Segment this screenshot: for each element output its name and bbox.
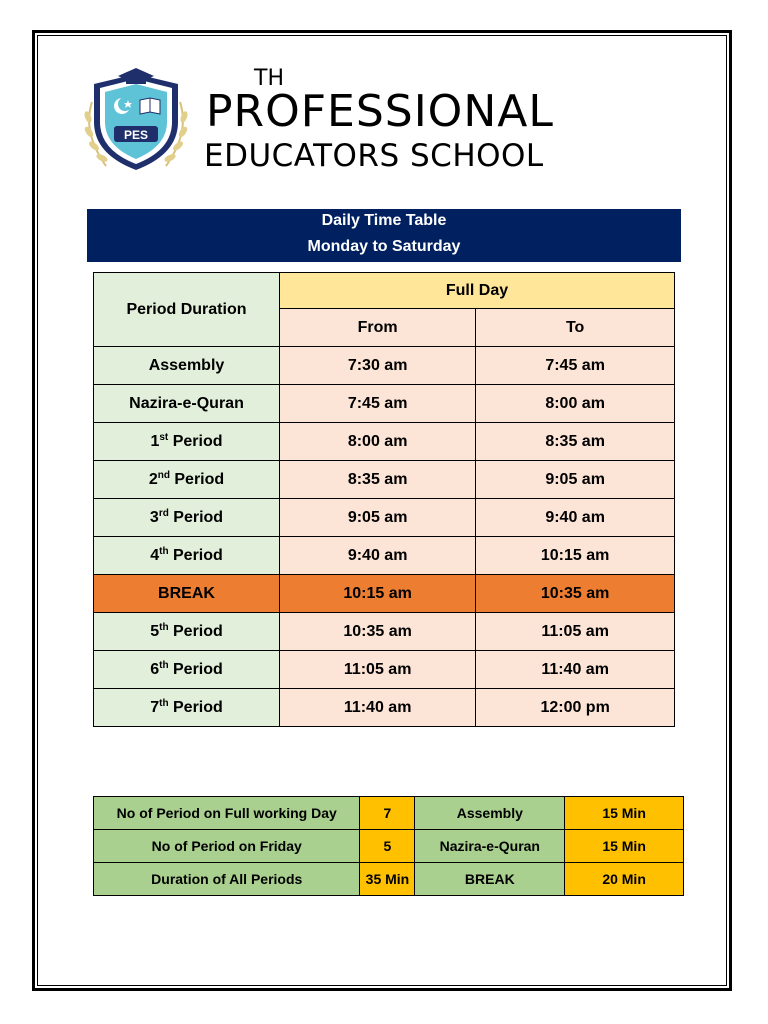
header-full-day: Full Day: [280, 273, 675, 309]
time-to: 9:05 am: [476, 461, 675, 499]
timetable-banner: [87, 209, 681, 262]
timetable: [93, 272, 675, 727]
time-to: 11:05 am: [476, 613, 675, 651]
table-row: [94, 423, 675, 461]
time-to: 9:40 am: [476, 499, 675, 537]
table-row: [94, 689, 675, 727]
header-from: From: [280, 309, 476, 347]
banner-title: Daily Time Table: [321, 212, 447, 229]
summary-duration: 15 Min: [565, 797, 684, 830]
period-name: 5th Period: [94, 613, 280, 651]
school-title-line1: PROFESSIONAL: [206, 86, 554, 137]
summary-row: [94, 830, 684, 863]
time-to: 10:35 am: [476, 575, 675, 613]
table-row: [94, 613, 675, 651]
period-name: Assembly: [94, 347, 280, 385]
summary-table: [93, 796, 684, 896]
table-row: [94, 651, 675, 689]
time-from: 7:30 am: [280, 347, 476, 385]
summary-row: [94, 863, 684, 896]
time-to: 7:45 am: [476, 347, 675, 385]
period-name: 4th Period: [94, 537, 280, 575]
school-logo-icon: [78, 62, 194, 178]
time-from: 10:35 am: [280, 613, 476, 651]
time-to: 8:00 am: [476, 385, 675, 423]
table-row: [94, 575, 675, 613]
time-from: 8:00 am: [280, 423, 476, 461]
summary-value: 7: [360, 797, 415, 830]
summary-label: No of Period on Friday: [94, 830, 360, 863]
time-from: 11:40 am: [280, 689, 476, 727]
period-name: 1st Period: [94, 423, 280, 461]
table-row: [94, 537, 675, 575]
summary-duration: 20 Min: [565, 863, 684, 896]
summary-duration: 15 Min: [565, 830, 684, 863]
time-from: 10:15 am: [280, 575, 476, 613]
time-to: 12:00 pm: [476, 689, 675, 727]
school-title-line2: EDUCATORS SCHOOL: [204, 138, 544, 174]
summary-item: Nazira-e-Quran: [415, 830, 565, 863]
period-name: 2nd Period: [94, 461, 280, 499]
time-from: 8:35 am: [280, 461, 476, 499]
period-name: BREAK: [94, 575, 280, 613]
logo-text: PES: [123, 128, 148, 142]
table-row: [94, 499, 675, 537]
banner-subtitle: Monday to Saturday: [307, 238, 461, 255]
table-row: [94, 385, 675, 423]
time-to: 11:40 am: [476, 651, 675, 689]
title-superscript: TH: [254, 66, 284, 91]
period-name: Nazira-e-Quran: [94, 385, 280, 423]
time-from: 11:05 am: [280, 651, 476, 689]
summary-item: Assembly: [415, 797, 565, 830]
summary-label: Duration of All Periods: [94, 863, 360, 896]
summary-row: [94, 797, 684, 830]
period-name: 7th Period: [94, 689, 280, 727]
header-to: To: [476, 309, 675, 347]
table-row: [94, 461, 675, 499]
time-to: 8:35 am: [476, 423, 675, 461]
period-name: 3rd Period: [94, 499, 280, 537]
summary-label: No of Period on Full working Day: [94, 797, 360, 830]
period-name: 6th Period: [94, 651, 280, 689]
summary-value: 35 Min: [360, 863, 415, 896]
time-from: 9:05 am: [280, 499, 476, 537]
header-period-duration: Period Duration: [94, 273, 280, 347]
time-from: 7:45 am: [280, 385, 476, 423]
table-row: [94, 347, 675, 385]
summary-item: BREAK: [415, 863, 565, 896]
time-from: 9:40 am: [280, 537, 476, 575]
time-to: 10:15 am: [476, 537, 675, 575]
summary-value: 5: [360, 830, 415, 863]
